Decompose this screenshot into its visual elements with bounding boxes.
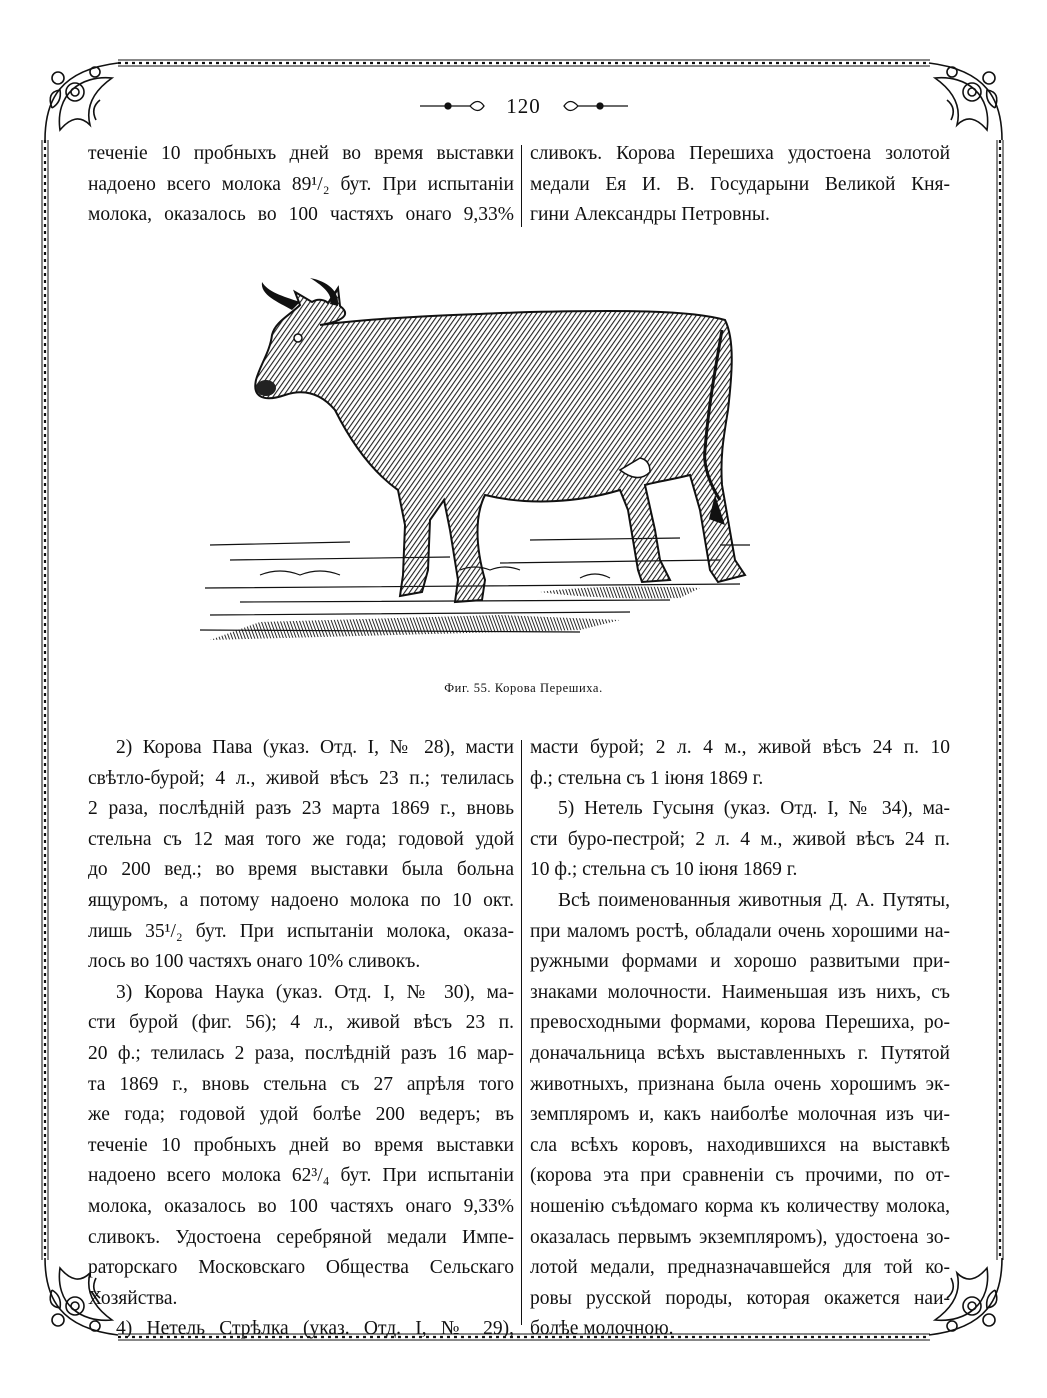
figure-caption: Фиг. 55. Корова Перешиха.: [444, 681, 603, 695]
text-line: до 200 вед.; во время выставки была больна: [88, 859, 514, 881]
text-line: же года; годовой удой болѣе 200 ведеръ; въ: [88, 1104, 514, 1126]
text-line: стельна съ 12 мая того же года; годовой удой: [88, 828, 514, 850]
bottom-column-rule: [521, 740, 522, 1325]
text-line: Хозяйства.: [88, 1287, 178, 1309]
text-line: лось во 100 частяхъ онаго 10% сливокъ.: [88, 951, 421, 973]
text-line: теченіе 10 пробныхъ дней во время выставки: [88, 1134, 514, 1156]
text-line: ф.; стельна съ 1 іюня 1869 г.: [530, 767, 764, 789]
text-line: гини Александры Петровны.: [530, 204, 770, 226]
text-line: ружными формами и хорошо развитыми при-: [530, 951, 950, 973]
text-line: сти бурой (фиг. 56); 4 л., живой вѣсъ 23 п.: [88, 1012, 514, 1034]
top-right-column: [530, 139, 950, 231]
text-line: ношенію съѣдомаго корма къ количеству молока,: [530, 1195, 950, 1217]
text-line: надоено всего молока 89¹/₂ бут. При испытаніи: [88, 173, 514, 195]
text-line: 20 ф.; телилась 2 раза, послѣдній разъ 16 мар-: [88, 1042, 514, 1064]
text-line: доначальница всѣхъ выставленныхъ г. Путятой: [530, 1042, 950, 1064]
top-column-rule: [521, 145, 522, 227]
text-line: молока, оказалось во 100 частяхъ онаго 9,33%: [88, 1195, 514, 1217]
text-line: оказалась первымъ экземпляромъ), удостоена зо-: [530, 1226, 950, 1248]
text-line: Всѣ поименованныя животныя Д. А. Путяты,: [558, 889, 950, 911]
text-line: 2) Корова Пава (указ. Отд. I, № 28), масти: [116, 737, 514, 758]
text-line: 3) Корова Наука (указ. Отд. I, № 30), ма-: [116, 981, 514, 1003]
text-line: земпляромъ и, какъ наиболѣе молочная изъ чи-: [530, 1104, 950, 1126]
text-line: сливокъ. Корова Перешиха удостоена золотой: [530, 143, 950, 164]
text-line: теченіе 10 пробныхъ дней во время выставки: [88, 143, 514, 164]
text-line: болѣе молочною.: [530, 1318, 674, 1340]
text-line: 2 раза, послѣдній разъ 23 марта 1869 г., вновь: [88, 798, 514, 820]
text-line: масти бурой; 2 л. 4 м., живой вѣсъ 24 п. 10: [530, 737, 950, 758]
text-line: надоено всего молока 62³/₄ бут. При испытаніи: [88, 1165, 514, 1187]
text-line: лишь 35¹/₂ бут. При испытаніи молока, оказа-: [88, 920, 514, 942]
text-line: медали Ея И. В. Государыни Великой Кня-: [530, 173, 950, 195]
page-number: 120: [506, 94, 541, 118]
text-line: сливокъ. Удостоена серебряной медали Импе-: [88, 1226, 514, 1248]
text-line: свѣтло-бурой; 4 л., живой вѣсъ 23 п.; телилась: [88, 767, 514, 789]
text-line: 10 ф.; стельна съ 10 іюня 1869 г.: [530, 859, 798, 881]
cow-engraving: [200, 270, 760, 670]
text-line: молока, оказалось во 100 частяхъ онаго 9,33%: [88, 204, 514, 226]
text-line: ящуромъ, а потому надоено молока по 10 окт.: [88, 889, 514, 911]
bottom-right-column: [530, 733, 950, 1345]
text-line: при маломъ ростѣ, обладали очень хорошими на-: [530, 920, 950, 942]
text-line: животныхъ, признана была очень хорошимъ эк-: [530, 1073, 950, 1095]
text-line: сла всѣхъ коровъ, находившихся на выставкѣ: [530, 1134, 950, 1156]
text-line: лотой медали, предназначавшейся для той ко-: [530, 1257, 950, 1279]
text-line: ровы русской породы, которая окажется наи-: [530, 1287, 950, 1309]
text-line: 4) Нетель Стрѣлка (указ. Отд. I, № 29),: [116, 1318, 514, 1340]
text-line: сти буро-пестрой; 2 л. 4 м., живой вѣсъ 24 п.: [530, 828, 950, 850]
text-line: та 1869 г., вновь стельна съ 27 апрѣля того: [88, 1073, 514, 1095]
top-left-column: [88, 139, 514, 231]
bottom-left-column: [88, 733, 514, 1345]
text-line: знаками молочности. Наименьшая изъ нихъ, съ: [530, 981, 950, 1003]
text-line: 5) Нетель Гусыня (указ. Отд. I, № 34), ма-: [558, 798, 950, 820]
text-line: раторскаго Московскаго Общества Сельскаго: [88, 1257, 514, 1279]
text-line: (корова эта при сравненіи съ прочими, по от-: [530, 1165, 950, 1187]
text-line: превосходными формами, корова Перешиха, ро-: [530, 1012, 950, 1034]
